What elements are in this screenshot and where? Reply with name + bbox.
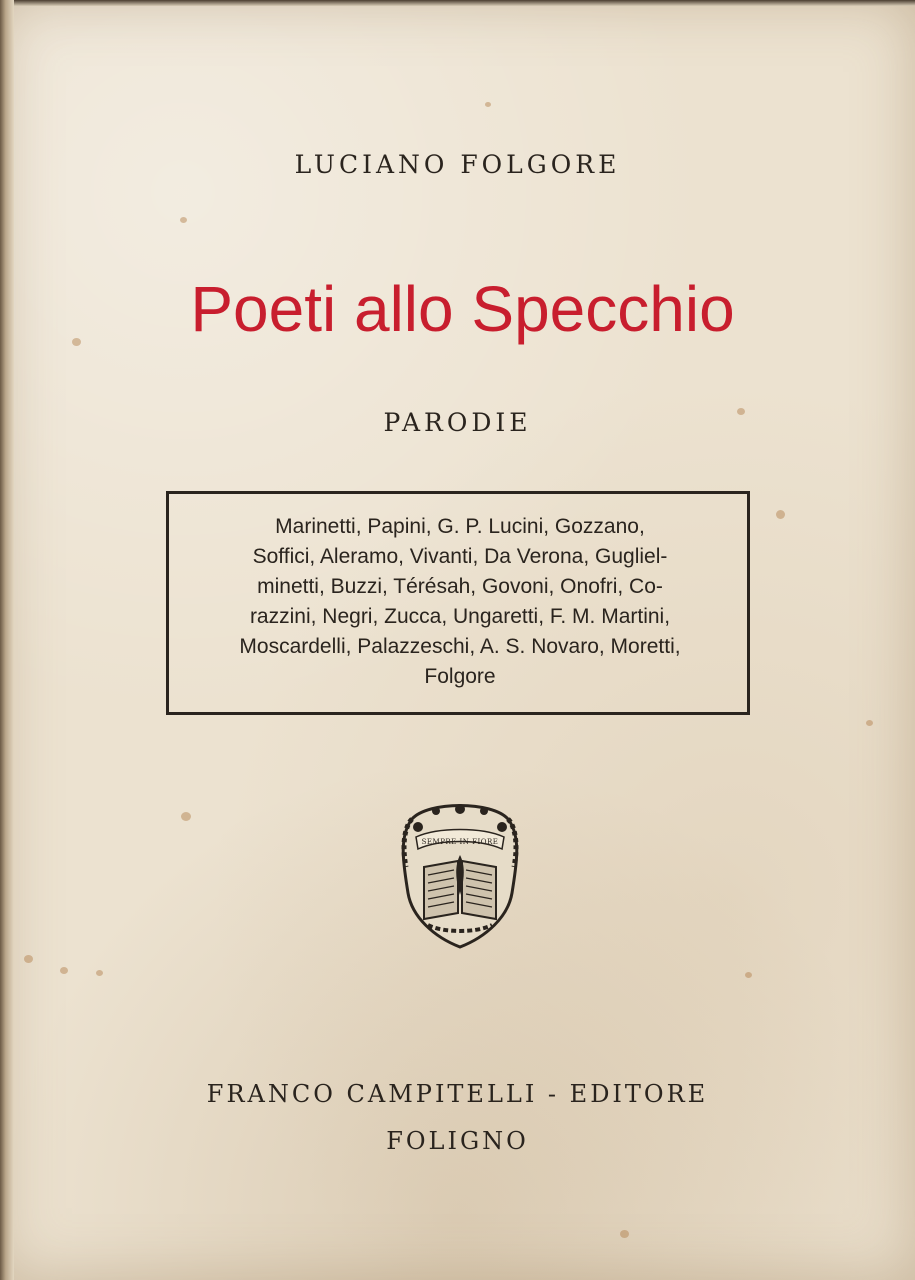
poets-line: Moscardelli, Palazzeschi, A. S. Novaro, Moretti, — [239, 635, 681, 658]
cover-top-edge — [0, 0, 915, 6]
foxing-stain — [96, 970, 103, 976]
emblem-motto: SEMPRE IN FIORE — [421, 838, 499, 846]
parodied-poets-list — [199, 512, 721, 692]
author-name: LUCIANO FOLGORE — [294, 150, 621, 179]
publisher-emblem-icon — [398, 797, 522, 949]
foxing-stain — [620, 1230, 629, 1238]
foxing-stain — [60, 967, 68, 974]
foxing-stain — [866, 720, 873, 726]
poets-line: Folgore — [424, 665, 496, 688]
foxing-stain — [745, 972, 752, 978]
foxing-stain — [24, 955, 33, 963]
poets-line: Marinetti, Papini, G. P. Lucini, Gozzano, — [275, 515, 645, 538]
poets-line: Soffici, Aleramo, Vivanti, Da Verona, Gugliel- — [252, 545, 668, 568]
foxing-stain — [180, 217, 187, 223]
publisher-name: FRANCO CAMPITELLI - EDITORE — [206, 1080, 709, 1108]
book-subtitle: PARODIE — [383, 408, 532, 437]
parodied-poets-box — [166, 491, 750, 715]
book-title: Poeti allo Specchio — [190, 273, 735, 345]
foxing-stain — [181, 812, 191, 821]
poets-line: razzini, Negri, Zucca, Ungaretti, F. M. Martini, — [249, 605, 671, 628]
publisher-city: FOLIGNO — [386, 1127, 529, 1155]
foxing-stain — [776, 510, 785, 519]
poets-line: minetti, Buzzi, Térésah, Govoni, Onofri, Co- — [257, 575, 663, 598]
foxing-stain — [485, 102, 491, 107]
